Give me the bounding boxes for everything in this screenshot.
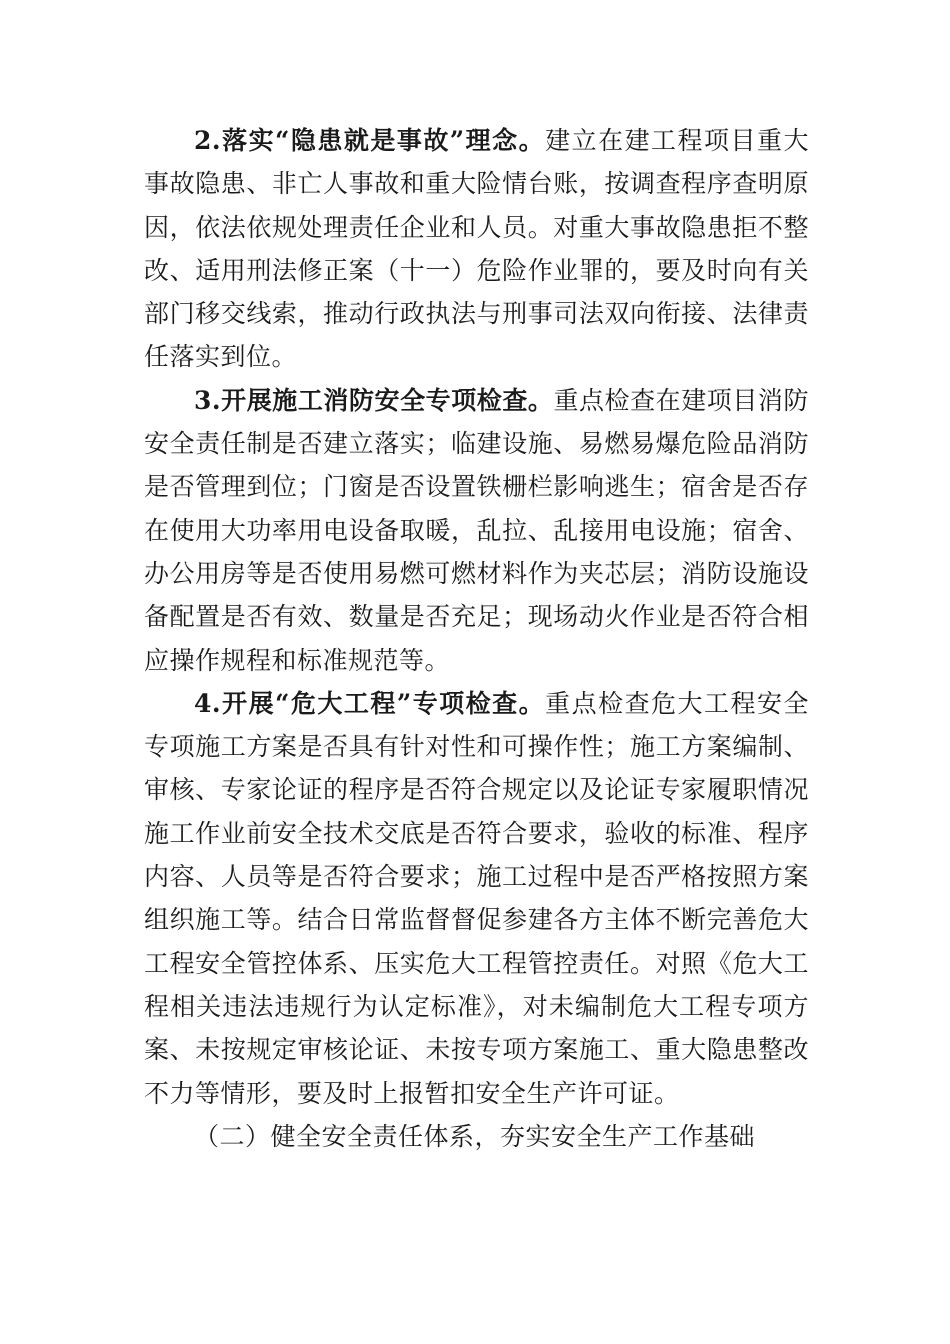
paragraph-4-lead: 4.开展“危大工程”专项检查。 bbox=[194, 688, 546, 718]
paragraph-2-body: 建立在建工程项目重大事故隐患、非亡人事故和重大险情台账，按调查程序查明原因，依法依规处理责任企业和人员。对重大事故隐患拒不整改、适用刑法修正案（十一）危险作业罪的，要及时向有关部门移交线索，推动行政执法与刑事司法双向衔接、法律责任落实到位。 bbox=[144, 126, 809, 372]
paragraph-3 bbox=[144, 379, 809, 682]
paragraph-4 bbox=[144, 682, 809, 1115]
paragraph-2 bbox=[144, 119, 809, 379]
paragraph-4-body: 重点检查危大工程安全专项施工方案是否具有针对性和可操作性；施工方案编制、审核、专家论证的程序是否符合规定以及论证专家履职情况施工作业前安全技术交底是否符合要求，验收的标准、程序内容、人员等是否符合要求；施工过程中是否严格按照方案组织施工等。结合日常监督督促参建各方主体不断完善危大工程安全管控体系、压实危大工程管控责任。对照《危大工程相关违法违规行为认定标准》，对未编制危大工程专项方案、未按规定审核论证、未按专项方案施工、重大隐患整改不力等情形，要及时上报暂扣安全生产许可证。 bbox=[144, 688, 809, 1108]
document-body bbox=[144, 119, 809, 1158]
section-subheading: （二）健全安全责任体系，夯实安全生产工作基础 bbox=[194, 1121, 756, 1151]
paragraph-3-lead: 3.开展施工消防安全专项检查。 bbox=[194, 385, 554, 415]
paragraph-3-body: 重点检查在建项目消防安全责任制是否建立落实；临建设施、易燃易爆危险品消防是否管理到位；门窗是否设置铁栅栏影响逃生；宿舍是否存在使用大功率用电设备取暖，乱拉、乱接用电设施；宿舍、办公用房等是否使用易燃可燃材料作为夹芯层；消防设施设备配置是否有效、数量是否充足；现场动火作业是否符合相应操作规程和标准规范等。 bbox=[144, 385, 809, 675]
paragraph-2-lead: 2.落实“隐患就是事故”理念。 bbox=[194, 126, 546, 155]
